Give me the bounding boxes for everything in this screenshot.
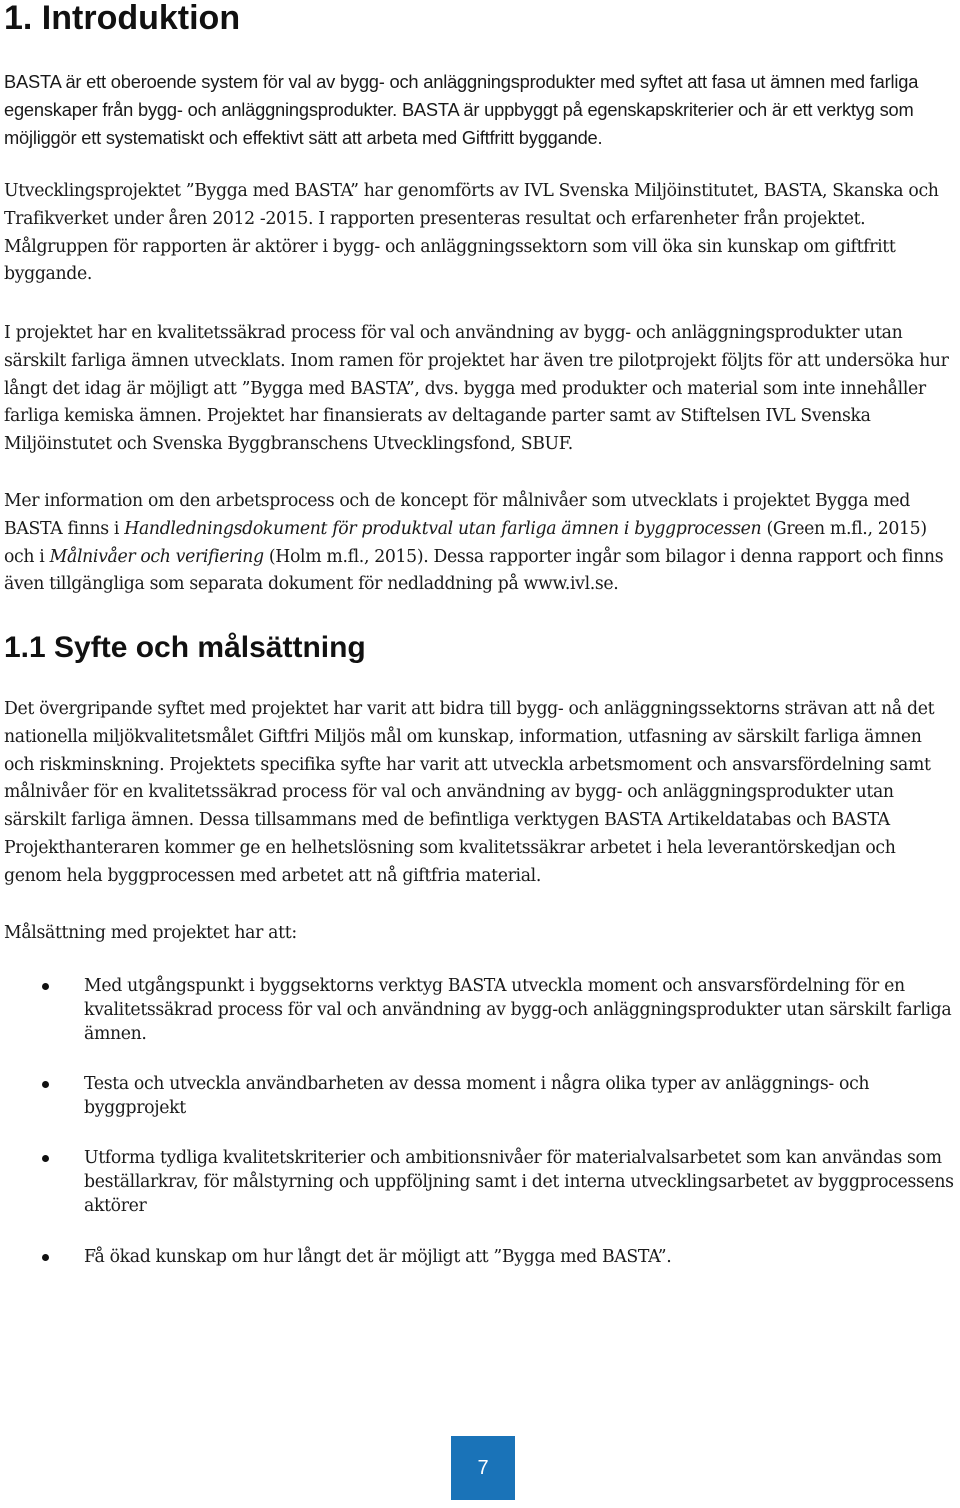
purpose-paragraph: Det övergripande syftet med projektet har varit att bidra till bygg- och anläggningssektorns strävan att nå det nationella miljökvalitetsmålet Giftfri Miljös mål om kunskap, information, utfasning av särskilt farliga ämnen och riskminskning. Projektets specifika syfte har varit att utveckla arbetsmoment och ansvarsfördelning samt målnivåer för en kvalitetssäkrad process för val och användning av bygg- och anläggningsprodukter utan särskilt farliga ämnen. Dessa tillsammans med de befintliga verktygen BASTA Artikeldatabas och BASTA Projekthanteraren kommer ge en helhetslösning som kvalitetssäkrar arbetet i hela leverantörskedjan och genom hela byggprocessen med arbetet att nå giftfria material. [4,699,935,886]
intro-paragraph-3: I projektet har en kvalitetssäkrad process för val och användning av bygg- och anläggningsprodukter utan särskilt farliga ämnen utvecklats. Inom ramen för projektet har även tre pilotprojekt följts för att undersöka hur långt det idag är möjligt att ”Bygga med BASTA”, dvs. bygga med produkter och material som inte innehåller farliga kemiska ämnen. Projektet har finansierats av deltagande parter samt av Stiftelsen IVL Svenska Miljöinstutet och Svenska Byggbranschens Utvecklingsfond, SBUF. [4,323,949,455]
intro-p4-text-1: Mer information om den arbetsprocess och de koncept för målnivåer som utvecklats i projektet Bygga med BASTA finns i [4,491,910,539]
reference-handledningsdokument: Handledningsdokument för produktval utan farliga ämnen i byggprocessen [124,518,762,539]
intro-paragraph-4 [4,488,956,599]
heading-introduktion: 1. Introduktion [4,0,241,37]
goal-text: Testa och utveckla användbarheten av dessa moment i några olika typer av anläggnings- och byggprojekt [84,1074,870,1118]
goal-text: Få ökad kunskap om hur långt det är möjligt att ”Bygga med BASTA”. [84,1247,672,1267]
intro-paragraph-1: BASTA är ett oberoende system för val av bygg- och anläggningsprodukter med syftet att fasa ut ämnen med farliga egenskaper från bygg- och anläggningsprodukter. BASTA är uppbyggt på egenskapskriterier och är ett verktyg som möjliggör ett systematiskt och effektivt sätt att arbeta med Giftfritt byggande. [4,71,919,148]
reference-malnivaer: Målnivåer och verifiering [49,546,264,567]
page-number: 7 [451,1436,515,1500]
bullet-icon [42,1254,49,1261]
goals-intro: Målsättning med projektet har att: [4,923,297,943]
goal-text: Utforma tydliga kvalitetskriterier och ambitionsnivåer för materialvalsarbetet som kan användas som beställarkrav, för målstyrning och uppföljning samt i det interna utvecklingsarbetet av byggprocessens aktörer [84,1148,954,1216]
goal-text: Med utgångspunkt i byggsektorns verktyg BASTA utveckla moment och ansvarsfördelning för en kvalitetssäkrad process för val och användning av bygg-och anläggningsprodukter utan särskilt farliga ämnen. [84,976,952,1044]
intro-p4-text-3: (Holm m.fl., 2015). Dessa rapporter ingår som bilagor i denna rapport och finns även tillgängliga som separata dokument för nedladdning på www.ivl.se. [4,546,944,595]
intro-paragraph-2: Utvecklingsprojektet ”Bygga med BASTA” har genomförts av IVL Svenska Miljöinstitutet, BASTA, Skanska och Trafikverket under åren 2012 -2015. I rapporten presenteras resultat och erfarenheter från projektet. Målgruppen för rapporten är aktörer i bygg- och anläggningssektorn som vill öka sin kunskap om giftfritt byggande. [4,181,939,285]
list-item [84,1245,954,1269]
list-item [84,1072,954,1120]
intro-p4-text-2: (Green m.fl., 2015) och i [4,518,927,567]
list-item [84,1146,954,1218]
bullet-icon [42,1155,49,1162]
bullet-icon [42,1081,49,1088]
list-item [84,974,954,1046]
bullet-icon [42,983,49,990]
heading-syfte-och-malsattning: 1.1 Syfte och målsättning [4,631,366,664]
